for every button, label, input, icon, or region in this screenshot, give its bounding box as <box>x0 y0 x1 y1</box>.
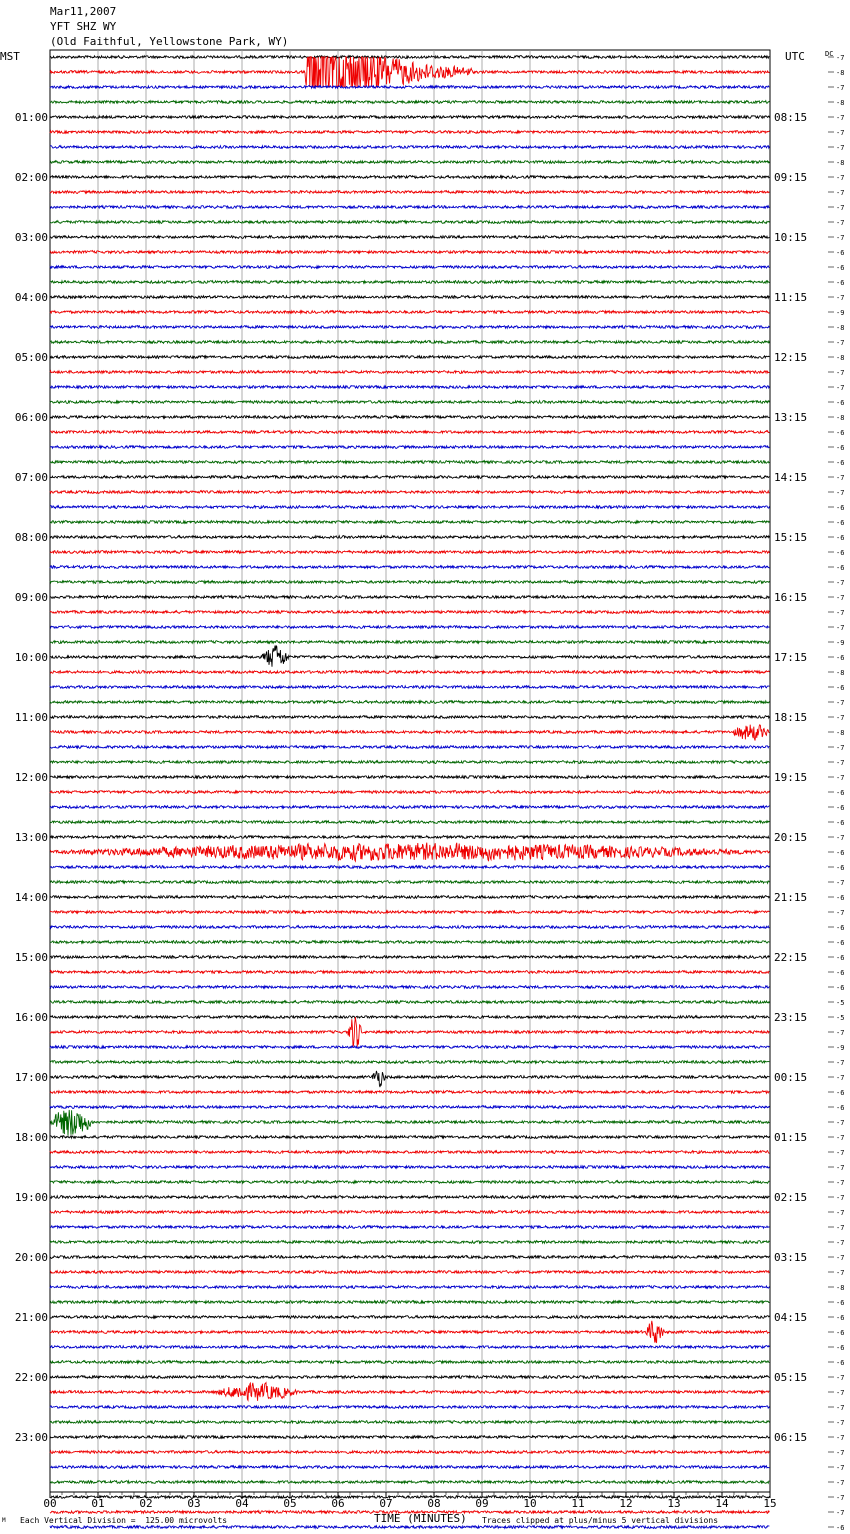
trace-line <box>50 776 769 779</box>
trace-offset-label: -6 <box>836 924 845 932</box>
trace-line <box>50 1211 769 1214</box>
trace-offset-label: -8 <box>836 354 845 362</box>
trace-offset-label: -7 <box>836 1374 845 1382</box>
trace-offset-label: -7 <box>836 54 845 62</box>
trace-offset-label: -7 <box>836 1119 845 1127</box>
utc-hour-label: 03:15 <box>774 1251 808 1264</box>
trace-line <box>50 1241 769 1244</box>
trace-offset-label: -7 <box>836 1059 845 1067</box>
corner-mark: M <box>2 1517 6 1524</box>
trace-offset-label: -6 <box>836 804 845 812</box>
trace-offset-label: -6 <box>836 1329 845 1337</box>
trace-line <box>50 116 769 119</box>
utc-hour-label: 02:15 <box>774 1191 808 1204</box>
clip-note: Traces clipped at plus/minus 5 vertical divisions <box>482 1516 719 1525</box>
trace-line <box>50 416 769 419</box>
right-timezone-label: UTC <box>785 50 805 63</box>
trace-offset-label: -5 <box>836 1014 845 1022</box>
mst-hour-label: 01:00 <box>14 111 48 124</box>
mst-hour-label: 14:00 <box>14 891 48 904</box>
x-tick-label: 10 <box>523 1497 537 1510</box>
trace-offset-label: -8 <box>836 729 845 737</box>
trace-offset-label: -7 <box>836 129 845 137</box>
trace-offset-label: -6 <box>836 654 845 662</box>
trace-line <box>50 1196 769 1199</box>
trace-offset-label: -6 <box>836 939 845 947</box>
trace-offset-label: -6 <box>836 444 845 452</box>
mst-hour-label: 21:00 <box>14 1311 48 1324</box>
trace-line <box>50 686 769 689</box>
trace-offset-label: -6 <box>836 894 845 902</box>
x-tick-label: 03 <box>187 1497 201 1510</box>
trace-line <box>50 1136 769 1139</box>
mst-hour-label: 05:00 <box>14 351 48 364</box>
utc-hour-label: 04:15 <box>774 1311 808 1324</box>
x-tick-label: 04 <box>235 1497 249 1510</box>
x-tick-label: 09 <box>475 1497 489 1510</box>
trace-offset-label: -9 <box>836 639 845 647</box>
trace-line <box>50 761 769 764</box>
trace-line <box>50 716 769 719</box>
trace-line <box>50 806 769 809</box>
trace-line <box>50 611 769 614</box>
trace-offset-label: -7 <box>836 234 845 242</box>
trace-offset-label: -7 <box>836 579 845 587</box>
trace-line <box>50 671 769 674</box>
trace-line <box>50 536 769 539</box>
trace-line <box>50 431 769 434</box>
mst-hour-label: 20:00 <box>14 1251 48 1264</box>
trace-line <box>50 341 769 344</box>
trace-offset-label: -7 <box>836 1509 845 1517</box>
trace-offset-label: -6 <box>836 564 845 572</box>
trace-line <box>50 1256 769 1259</box>
trace-line <box>50 86 769 89</box>
trace-offset-label: -8 <box>836 414 845 422</box>
trace-offset-label: -7 <box>836 1194 845 1202</box>
trace-line <box>50 281 769 284</box>
scale-note: Each Vertical Division = 125.00 microvolts <box>20 1516 228 1525</box>
trace-offset-label: -6 <box>836 1299 845 1307</box>
mst-hour-label: 09:00 <box>14 591 48 604</box>
trace-line <box>50 131 769 134</box>
trace-line <box>50 1406 769 1409</box>
trace-line <box>50 626 769 629</box>
trace-offset-label: -7 <box>836 1029 845 1037</box>
trace-offset-label: -6 <box>836 429 845 437</box>
mst-hour-label: 22:00 <box>14 1371 48 1384</box>
trace-offset-label: -6 <box>836 984 845 992</box>
utc-hour-label: 22:15 <box>774 951 808 964</box>
mst-hour-label: 11:00 <box>14 711 48 724</box>
trace-line <box>50 56 769 59</box>
trace-line <box>50 911 769 914</box>
trace-line <box>50 491 769 494</box>
trace-line <box>50 1346 769 1349</box>
trace-offset-label: -7 <box>836 369 845 377</box>
trace-offset-label: -9 <box>836 309 845 317</box>
x-tick-label: 02 <box>139 1497 153 1510</box>
trace-offset-label: -7 <box>836 1149 845 1157</box>
trace-line <box>50 386 769 389</box>
trace-line <box>50 1271 769 1274</box>
mst-hour-label: 13:00 <box>14 831 48 844</box>
utc-hour-label: 06:15 <box>774 1431 808 1444</box>
trace-line <box>50 1001 769 1004</box>
trace-offset-label: -6 <box>836 1089 845 1097</box>
trace-line <box>50 1046 769 1049</box>
trace-line <box>50 311 769 314</box>
trace-line <box>50 1526 769 1529</box>
mst-hour-label: 23:00 <box>14 1431 48 1444</box>
trace-line <box>50 791 769 794</box>
trace-line <box>50 956 769 959</box>
x-tick-label: 00 <box>43 1497 57 1510</box>
trace-line <box>50 1166 769 1169</box>
trace-line <box>50 641 769 644</box>
trace-offset-label: -7 <box>836 489 845 497</box>
trace-line <box>50 1383 769 1401</box>
trace-offset-label: -6 <box>836 684 845 692</box>
utc-hour-label: 14:15 <box>774 471 808 484</box>
trace-offset-label: -7 <box>836 714 845 722</box>
trace-line <box>50 866 769 869</box>
trace-offset-label: -7 <box>836 609 845 617</box>
x-tick-label: 13 <box>667 1497 681 1510</box>
trace-offset-label: -8 <box>836 159 845 167</box>
utc-hour-label: 16:15 <box>774 591 808 604</box>
trace-offset-label: -7 <box>836 744 845 752</box>
trace-offset-label: -7 <box>836 1239 845 1247</box>
trace-line <box>50 57 769 87</box>
station-code: YFT SHZ WY <box>50 20 117 33</box>
trace-offset-label: -7 <box>836 189 845 197</box>
trace-line <box>50 646 769 667</box>
trace-offset-label: -6 <box>836 249 845 257</box>
trace-line <box>50 101 769 104</box>
trace-line <box>50 1106 769 1109</box>
left-timezone-label: MST <box>0 50 20 63</box>
trace-offset-label: -7 <box>836 1389 845 1397</box>
utc-hour-label: 23:15 <box>774 1011 808 1024</box>
trace-line <box>50 1286 769 1289</box>
trace-line <box>50 1496 769 1499</box>
trace-line <box>50 725 769 741</box>
trace-offset-label: -7 <box>836 1449 845 1457</box>
chart-date: Mar11,2007 <box>50 5 117 18</box>
trace-offset-label: -7 <box>836 294 845 302</box>
trace-offset-label: -7 <box>836 1164 845 1172</box>
trace-line <box>50 1071 769 1087</box>
trace-offset-label: -7 <box>836 174 845 182</box>
x-tick-label: 07 <box>379 1497 393 1510</box>
trace-offset-label: -7 <box>836 1419 845 1427</box>
trace-offset-label: -7 <box>836 114 845 122</box>
trace-line <box>50 1091 769 1094</box>
trace-offset-label: -6 <box>836 954 845 962</box>
trace-line <box>50 1451 769 1454</box>
x-tick-label: 08 <box>427 1497 441 1510</box>
trace-line <box>50 356 769 359</box>
mst-hour-label: 03:00 <box>14 231 48 244</box>
trace-line <box>50 401 769 404</box>
utc-hour-label: 13:15 <box>774 411 808 424</box>
trace-line <box>50 251 769 254</box>
trace-line <box>50 146 769 149</box>
mst-hour-label: 08:00 <box>14 531 48 544</box>
utc-hour-label: 00:15 <box>774 1071 808 1084</box>
trace-offset-label: -6 <box>836 1524 845 1532</box>
trace-line <box>50 461 769 464</box>
trace-line <box>50 1436 769 1439</box>
trace-offset-label: -8 <box>836 669 845 677</box>
trace-offset-label: -6 <box>836 519 845 527</box>
utc-hour-label: 17:15 <box>774 651 808 664</box>
trace-line <box>50 221 769 224</box>
trace-offset-label: -7 <box>836 624 845 632</box>
mst-hour-label: 17:00 <box>14 1071 48 1084</box>
utc-hour-label: 01:15 <box>774 1131 808 1144</box>
trace-offset-label: -7 <box>836 1479 845 1487</box>
trace-line <box>50 1016 769 1019</box>
trace-line <box>50 476 769 479</box>
trace-line <box>50 446 769 449</box>
trace-line <box>50 701 769 704</box>
trace-line <box>50 746 769 749</box>
trace-offset-label: -8 <box>836 1284 845 1292</box>
trace-line <box>50 371 769 374</box>
trace-line <box>50 161 769 164</box>
trace-offset-label: -6 <box>836 534 845 542</box>
station-location: (Old Faithful, Yellowstone Park, WY) <box>50 35 289 48</box>
trace-line <box>50 1321 769 1343</box>
trace-line <box>50 836 769 839</box>
trace-line <box>50 926 769 929</box>
trace-line <box>50 1226 769 1229</box>
mst-hour-label: 07:00 <box>14 471 48 484</box>
trace-offset-label: -7 <box>836 1254 845 1262</box>
trace-line <box>50 941 769 944</box>
utc-hour-label: 21:15 <box>774 891 808 904</box>
trace-offset-label: -7 <box>836 1434 845 1442</box>
trace-offset-label: -7 <box>836 1134 845 1142</box>
trace-offset-label: -8 <box>836 324 845 332</box>
x-tick-label: 12 <box>619 1497 633 1510</box>
utc-hour-label: 20:15 <box>774 831 808 844</box>
trace-offset-label: -7 <box>836 1209 845 1217</box>
trace-offset-label: -7 <box>836 1179 845 1187</box>
trace-line <box>50 1421 769 1424</box>
trace-line <box>50 821 769 824</box>
dc-label: DC <box>825 50 834 58</box>
trace-offset-label: -7 <box>836 879 845 887</box>
trace-offset-label: -6 <box>836 279 845 287</box>
trace-offset-label: -6 <box>836 399 845 407</box>
trace-offset-label: -7 <box>836 1074 845 1082</box>
x-tick-label: 05 <box>283 1497 297 1510</box>
trace-line <box>50 986 769 989</box>
trace-line <box>50 521 769 524</box>
trace-offset-label: -6 <box>836 1344 845 1352</box>
mst-hour-label: 10:00 <box>14 651 48 664</box>
x-tick-label: 14 <box>715 1497 729 1510</box>
utc-hour-label: 11:15 <box>774 291 808 304</box>
trace-line <box>50 266 769 269</box>
trace-offset-label: -7 <box>836 759 845 767</box>
trace-line <box>50 1361 769 1364</box>
trace-offset-label: -6 <box>836 1359 845 1367</box>
trace-offset-label: -6 <box>836 1104 845 1112</box>
trace-offset-label: -7 <box>836 384 845 392</box>
trace-line <box>50 176 769 179</box>
trace-line <box>50 236 769 239</box>
trace-offset-label: -7 <box>836 834 845 842</box>
x-tick-label: 01 <box>91 1497 105 1510</box>
utc-hour-label: 15:15 <box>774 531 808 544</box>
trace-offset-label: -9 <box>836 1044 845 1052</box>
trace-offset-label: -6 <box>836 264 845 272</box>
x-axis-title: TIME (MINUTES) <box>374 1512 467 1525</box>
trace-line <box>50 551 769 554</box>
trace-offset-label: -7 <box>836 774 845 782</box>
trace-offset-label: -7 <box>836 1224 845 1232</box>
trace-line <box>50 596 769 599</box>
trace-offset-label: -7 <box>836 1269 845 1277</box>
trace-offset-label: -7 <box>836 1464 845 1472</box>
utc-hour-label: 18:15 <box>774 711 808 724</box>
trace-offset-label: -7 <box>836 699 845 707</box>
trace-offset-label: -6 <box>836 1314 845 1322</box>
trace-offset-label: -5 <box>836 999 845 1007</box>
trace-line <box>50 1017 769 1047</box>
trace-offset-label: -6 <box>836 819 845 827</box>
trace-offset-label: -7 <box>836 339 845 347</box>
trace-offset-label: -7 <box>836 1494 845 1502</box>
utc-hour-label: 09:15 <box>774 171 808 184</box>
trace-line <box>50 881 769 884</box>
trace-line <box>50 1466 769 1469</box>
trace-line <box>50 896 769 899</box>
trace-line <box>50 1301 769 1304</box>
trace-offset-label: -7 <box>836 909 845 917</box>
trace-line <box>50 1110 769 1136</box>
trace-line <box>50 326 769 329</box>
trace-offset-label: -6 <box>836 789 845 797</box>
trace-line <box>50 296 769 299</box>
trace-offset-label: -7 <box>836 84 845 92</box>
trace-offset-label: -7 <box>836 144 845 152</box>
x-tick-label: 06 <box>331 1497 345 1510</box>
trace-line <box>50 971 769 974</box>
x-tick-label: 11 <box>571 1497 585 1510</box>
mst-hour-label: 06:00 <box>14 411 48 424</box>
utc-hour-label: 05:15 <box>774 1371 808 1384</box>
trace-line <box>50 206 769 209</box>
trace-line <box>50 581 769 584</box>
trace-offset-label: -6 <box>836 849 845 857</box>
mst-hour-label: 16:00 <box>14 1011 48 1024</box>
mst-hour-label: 19:00 <box>14 1191 48 1204</box>
trace-offset-label: -7 <box>836 219 845 227</box>
trace-offset-label: -8 <box>836 69 845 77</box>
trace-line <box>50 1316 769 1319</box>
trace-offset-label: -7 <box>836 474 845 482</box>
trace-line <box>50 191 769 194</box>
trace-line <box>50 1481 769 1484</box>
mst-hour-label: 12:00 <box>14 771 48 784</box>
trace-offset-label: -7 <box>836 594 845 602</box>
trace-offset-label: -6 <box>836 459 845 467</box>
utc-hour-label: 08:15 <box>774 111 808 124</box>
trace-line <box>50 506 769 509</box>
mst-hour-label: 02:00 <box>14 171 48 184</box>
utc-hour-label: 10:15 <box>774 231 808 244</box>
trace-line <box>50 843 769 862</box>
mst-hour-label: 15:00 <box>14 951 48 964</box>
trace-offset-label: -6 <box>836 504 845 512</box>
utc-hour-label: 19:15 <box>774 771 808 784</box>
trace-offset-label: -6 <box>836 864 845 872</box>
trace-line <box>50 1181 769 1184</box>
trace-offset-label: -6 <box>836 549 845 557</box>
trace-offset-label: -6 <box>836 969 845 977</box>
utc-hour-label: 12:15 <box>774 351 808 364</box>
x-tick-label: 15 <box>763 1497 777 1510</box>
trace-offset-label: -7 <box>836 204 845 212</box>
trace-line <box>50 1376 769 1379</box>
trace-offset-label: -7 <box>836 1404 845 1412</box>
mst-hour-label: 18:00 <box>14 1131 48 1144</box>
trace-line <box>50 1151 769 1154</box>
mst-hour-label: 04:00 <box>14 291 48 304</box>
trace-offset-label: -8 <box>836 99 845 107</box>
trace-line <box>50 566 769 569</box>
trace-line <box>50 1061 769 1064</box>
